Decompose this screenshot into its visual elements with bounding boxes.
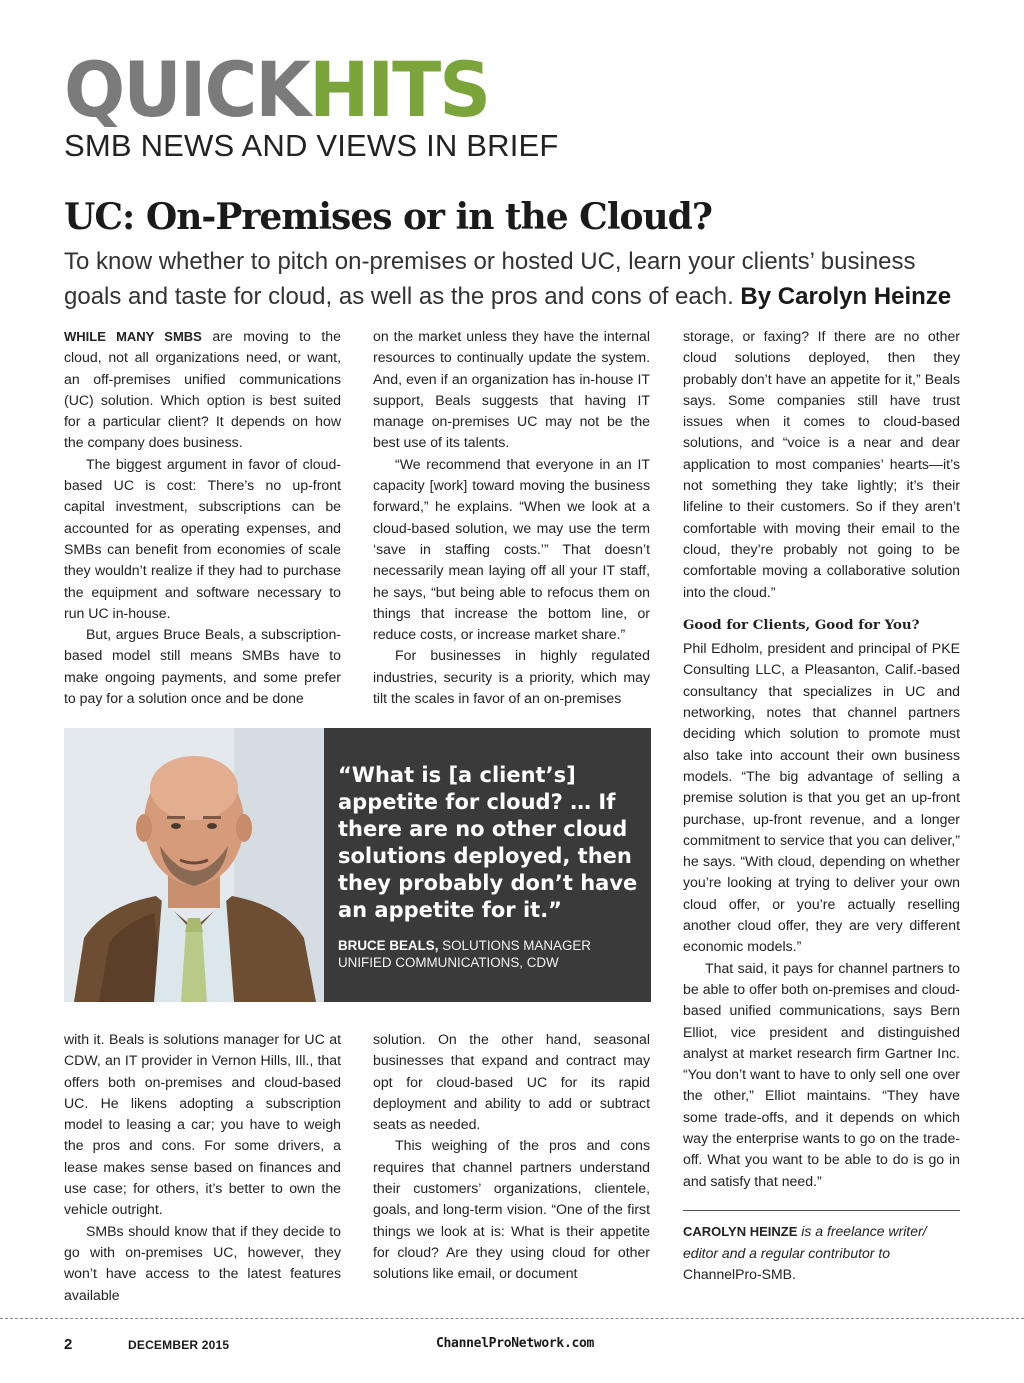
article-headline: UC: On-Premises or in the Cloud? <box>64 196 712 238</box>
issue-date: DECEMBER 2015 <box>128 1338 230 1352</box>
lead-in: WHILE MANY SMBS <box>64 329 202 344</box>
column-2-top <box>373 326 650 709</box>
logo-hits: HITS <box>309 45 490 134</box>
pull-quote: “What is [a client’s] appetite for cloud? … If there are no other cloud solutions deployed, then they probably don’t have an appetite for it.” <box>338 763 638 922</box>
paragraph: SMBs should know that if they decide to go with on-premises UC, however, they won’t have access to the latest features available <box>64 1222 341 1303</box>
quote-speaker: BRUCE BEALS, <box>338 938 439 953</box>
column-1-bottom <box>64 1029 341 1306</box>
bio-name: CAROLYN HEINZE <box>683 1224 798 1239</box>
subhead: Good for Clients, Good for You? <box>683 616 920 633</box>
paragraph: That said, it pays for channel partners to be able to offer both on-premises and cloud-based unified communications, says Bern Elliot, vice president and distinguished analyst at market research firm Gartner Inc. “You don’t want to have to only sell one over the other,” Elliot maintains. “They have some trade-offs, and it depends on which way the enterprise wants to go on the trade-off. What you want to be able to do is go in and satisfy that need.” <box>683 959 960 1189</box>
paragraph: storage, or faxing? If there are no other cloud solutions deployed, then they probably don’t have an appetite for it,” Beals says. Some companies still have trust issues when it comes to cloud-based solutions, and “voice is a near and dear application to most companies’ hearts—it’s not something they take lightly; it’s their lifeline to their customers. So if they aren’t comfortable with moving their email to the cloud, they’re probably not going to be comfortable moving a collaborative solution into the cloud.” <box>683 328 960 600</box>
column-1-top <box>64 326 341 709</box>
section-kicker: SMB NEWS AND VIEWS IN BRIEF <box>64 128 559 163</box>
footer-divider <box>0 1318 1024 1319</box>
column-2-bottom <box>373 1029 650 1285</box>
author-bio <box>683 1221 960 1286</box>
paragraph: “We recommend that everyone in an IT capacity [work] toward moving the business forward,” he explains. “When we look at a cloud-based solution, we may use the term ‘save in staffing costs.’” That doesn’t necessarily mean laying off all your IT staff, he says, “but being able to refocus them on things that increase the bottom line, or reduce costs, or increase market share.” <box>373 455 650 643</box>
logo-quick: QUICK <box>64 45 310 134</box>
paragraph: This weighing of the pros and cons requires that channel partners understand their customers’ organizations, clientele, goals, and long-term vision. “One of the first things we look at is: What is their appetite for cloud? Are they using cloud for other solutions like email, or document <box>373 1137 650 1282</box>
website: ChannelProNetwork.com <box>436 1336 595 1351</box>
paragraph: Phil Edholm, president and principal of PKE Consulting LLC, a Pleasanton, Calif.-based consultancy that specializes in UC and networking, notes that channel partners deciding which solution to promote must also take into account their own business models. “The big advantage of selling a premise solution is that you get an up-front purchase, up-front revenue, and a longer commitment to service that you can deliver,” he says. “With cloud, depending on whether you’re looking at trying to deliver your own cloud offer, or you’re actually reselling another cloud offer, they are very different economic models.” <box>683 640 960 955</box>
paragraph: For businesses in highly regulated industries, security is a priority, which may tilt the scales in favor of an on-premises <box>373 647 650 707</box>
paragraph: solution. On the other hand, seasonal businesses that expand and contract may opt for cloud-based UC for its rapid deployment and ability to add or subtract seats as needed. <box>373 1031 650 1133</box>
column-3 <box>683 326 960 1192</box>
bio-text: is a freelance writer/ editor and a regular contributor to <box>683 1223 927 1261</box>
paragraph: on the market unless they have the internal resources to continually update the system. And, even if an organization has in-house IT support, Beals suggests that having IT manage on-premises UC may not be the best use of its talents. <box>373 328 650 451</box>
deck-text: To know whether to pitch on-premises or hosted UC, learn your clients’ business goals and taste for cloud, as well as the pros and cons of each. <box>64 248 916 310</box>
paragraph: WHILE MANY SMBS are moving to the cloud, not all organizations need, or want, an off-premises unified communications (UC) solution. Which option is best suited for a particular client? It depends on how the company does business. <box>64 328 341 451</box>
byline: By Carolyn Heinze <box>740 283 952 310</box>
section-logo <box>64 45 490 134</box>
pull-quote-attribution <box>338 937 638 971</box>
paragraph: The biggest argument in favor of cloud-based UC is cost: There’s no up-front capital investment, subscriptions can be accounted for as operating expenses, and SMBs can benefit from economies of scale they wouldn’t realize if they had to purchase the equipment and software necessary to run UC in-house. <box>64 455 341 621</box>
pull-quote-box <box>324 728 651 1002</box>
paragraph: with it. Beals is solutions manager for UC at CDW, an IT provider in Vernon Hills, Ill., that offers both on-premises and cloud-based UC. He likens adopting a subscription model to leasing a car; you have to weigh the pros and cons. For some drivers, a lease makes sense based on finances and use case; for others, it’s better to own the vehicle outright. <box>64 1031 341 1218</box>
paragraph: But, argues Bruce Beals, a subscription-based model still means SMBs have to make ongoing payments, and some prefer to pay for a solution once and be done <box>64 626 341 707</box>
portrait-illustration <box>64 728 324 1002</box>
bio-outlet: ChannelPro-SMB. <box>683 1266 796 1282</box>
quote-speaker-org: UNIFIED COMMUNICATIONS, CDW <box>338 955 559 970</box>
page-number: 2 <box>64 1336 73 1353</box>
author-photo <box>64 728 324 1002</box>
article-deck <box>64 244 964 314</box>
quote-speaker-title: SOLUTIONS MANAGER <box>442 938 591 953</box>
bio-divider <box>683 1210 960 1211</box>
